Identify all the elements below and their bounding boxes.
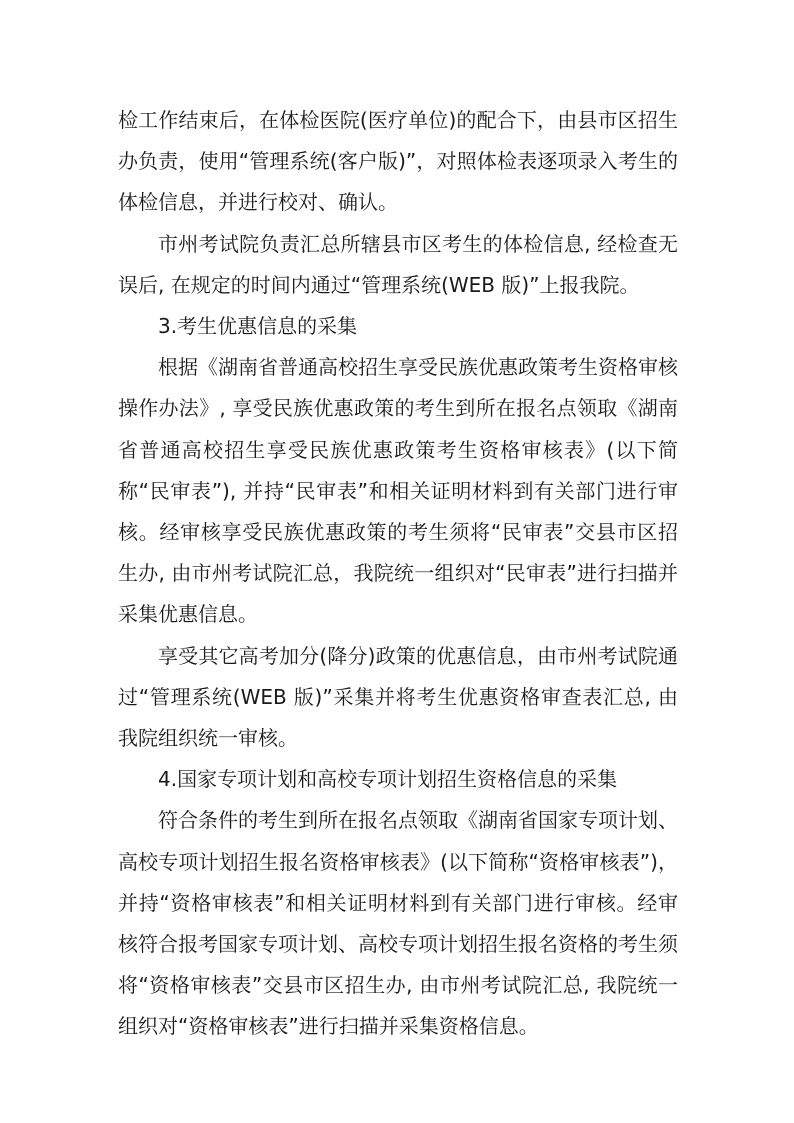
document-page [118, 100, 678, 1048]
paragraph-ethnic-preference: 根据《湖南省普通高校招生享受民族优惠政策考生资格审核操作办法》, 享受民族优惠政策的考生到所在报名点领取《湖南省普通高校招生享受民族优惠政策考生资格审核表》(以下简称“民审表”), 并持“民审表”和相关证明材料到有关部门进行审核。经审核享受民族优惠政策的考生须将“民审表”交县市区招生办, 由市州考试院汇总，我院统一组织对“民审表”进行扫描并采集优惠信息。 [118, 355, 678, 627]
paragraph-special-plan: 符合条件的考生到所在报名点领取《湖南省国家专项计划、高校专项计划招生报名资格审核表》(以下简称“资格审核表”)，并持“资格审核表”和相关证明材料到有关部门进行审核。经审核符合报考国家专项计划、高校专项计划招生报名资格的考生须将“资格审核表”交县市区招生办, 由市州考试院汇总, 我院统一组织对“资格审核表”进行扫描并采集资格信息。 [118, 808, 678, 1039]
section-heading-3: 3.考生优惠信息的采集 [158, 314, 358, 339]
section-heading-4: 4.国家专项计划和高校专项计划招生资格信息的采集 [158, 767, 618, 792]
paragraph-other-bonus: 享受其它高考加分(降分)政策的优惠信息，由市州考试院通过“管理系统(WEB 版)”采集并将考生优惠资格审查表汇总, 由我院组织统一审核。 [118, 643, 678, 751]
paragraph-physical-exam-summary: 市州考试院负责汇总所辖县市区考生的体检信息, 经检查无误后, 在规定的时间内通过“管理系统(WEB 版)”上报我院。 [118, 231, 678, 297]
paragraph-physical-exam-entry: 检工作结束后，在体检医院(医疗单位)的配合下，由县市区招生办负责，使用“管理系统(客户版)”，对照体检表逐项录入考生的体检信息，并进行校对、确认。 [118, 108, 678, 215]
